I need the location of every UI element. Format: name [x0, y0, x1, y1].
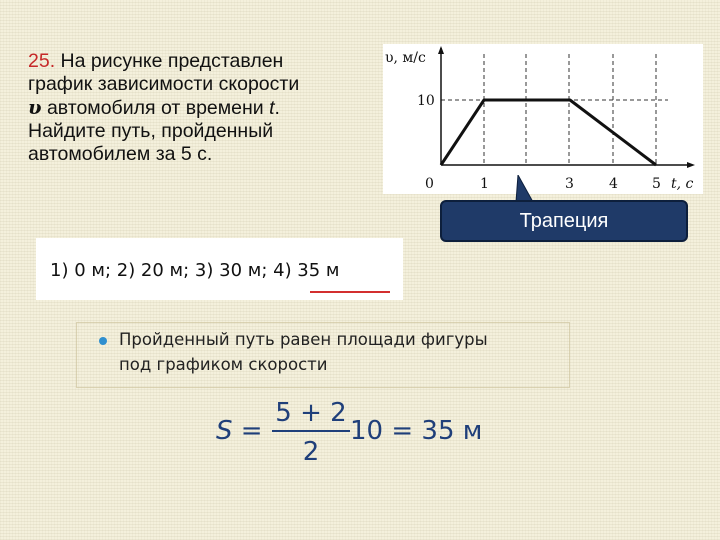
correct-answer-underline	[310, 291, 390, 293]
bullet-icon	[99, 337, 107, 345]
y-axis-label: υ, м/с	[385, 50, 426, 66]
answer-options-text: 1) 0 м; 2) 20 м; 3) 30 м; 4) 35 м	[50, 260, 340, 281]
formula-fraction	[272, 396, 350, 468]
formula-lhs: S =	[216, 416, 263, 446]
variable-t: t	[269, 97, 275, 119]
formula-denominator: 2	[302, 437, 320, 467]
velocity-graph	[383, 44, 703, 194]
explanation-block	[76, 322, 570, 388]
formula-numerator: 5 + 2	[275, 398, 347, 428]
problem-text-line1: На рисунке представлен	[60, 50, 284, 72]
callout-pointer	[515, 175, 541, 203]
x-tick-label-4: 4	[609, 176, 618, 192]
y-tick-label-10: 10	[417, 93, 435, 109]
x-axis-arrow	[687, 162, 695, 168]
velocity-series-line	[441, 100, 656, 165]
problem-number: 25.	[28, 50, 56, 72]
problem-text-line5: автомобилем за 5 с.	[28, 143, 213, 165]
explanation-line1: Пройденный путь равен площади фигуры	[119, 330, 488, 349]
problem-text-line4: Найдите путь, пройденный	[28, 120, 274, 142]
x-tick-label-5: 5	[652, 176, 661, 192]
explanation-line2: под графиком скорости	[119, 355, 328, 374]
x-axis-label: t, с	[671, 176, 694, 192]
trapezoid-callout: Трапеция	[440, 200, 688, 242]
x-tick-label-1: 1	[480, 176, 489, 192]
x-tick-label-0: 0	[425, 176, 434, 192]
velocity-graph-svg	[383, 44, 703, 194]
problem-text-line3: автомобиля от времени	[46, 97, 264, 119]
x-tick-label-3: 3	[565, 176, 574, 192]
variable-v: υ	[28, 96, 42, 119]
problem-statement	[28, 50, 378, 166]
formula-rhs: 10 = 35 м	[350, 416, 483, 446]
y-axis-arrow	[438, 46, 444, 54]
problem-text-line2: график зависимости скорости	[28, 73, 300, 95]
area-formula	[216, 396, 496, 470]
problem-text-line3-end: .	[274, 97, 280, 119]
